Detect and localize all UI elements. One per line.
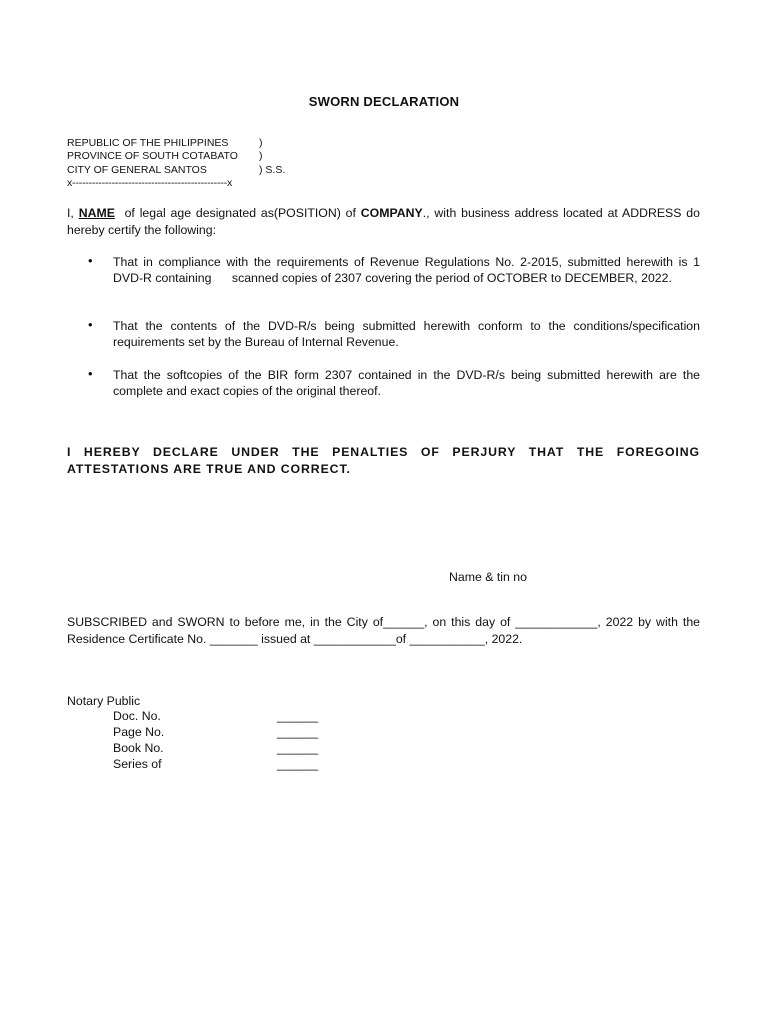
venue-row-province — [67, 150, 263, 163]
perjury-declaration — [67, 444, 700, 478]
bullet-item-1: That in compliance with the requirements of Revenue Regulations No. 2-2015, submitted herewith is 1 DVD-R containing scanned copies of 2307 covering the period of OCTOBER to DECEMBER, 2022. — [113, 255, 700, 286]
notary-heading: Notary Public — [67, 694, 141, 708]
venue-paren: ) — [259, 137, 263, 149]
jurat-paragraph: SUBSCRIBED and SWORN to before me, in the City of______, on this day of ____________, 2022 by with the Residence Certificate No. _______ issued at ____________of ___________, 2022. — [67, 615, 700, 646]
declaration-line-2: ATTESTATIONS ARE TRUE AND CORRECT. — [67, 461, 351, 476]
notary-page-label: Page No. — [113, 725, 165, 739]
venue-paren: ) — [259, 150, 263, 163]
venue-city: CITY OF GENERAL SANTOS — [67, 163, 207, 176]
notary-book-label: Book No. — [113, 741, 164, 755]
bullet-icon: • — [88, 366, 93, 381]
venue-province: PROVINCE OF SOUTH COTABATO — [67, 150, 238, 163]
venue-republic: REPUBLIC OF THE PHILIPPINES — [67, 137, 229, 149]
bullet-icon: • — [88, 317, 93, 332]
notary-series-label: Series of — [113, 757, 162, 771]
intro-prefix: I, — [67, 206, 74, 220]
bullet-icon: • — [88, 253, 93, 268]
bullet-item-3: That the softcopies of the BIR form 2307 contained in the DVD-R/s being submitted herewith are the complete and exact copies of the original thereof. — [113, 368, 700, 399]
document-title: SWORN DECLARATION — [308, 94, 460, 109]
bullet-item-2: That the contents of the DVD-R/s being submitted herewith conform to the conditions/specification requirements set by the Bureau of Internal Revenue. — [113, 319, 700, 350]
venue-row-city — [67, 163, 286, 177]
intro-company: COMPANY — [360, 206, 423, 220]
intro-name: NAME — [78, 206, 115, 220]
venue-block — [67, 137, 286, 191]
notary-doc-blank: ______ — [277, 709, 319, 723]
notary-book-blank: ______ — [277, 741, 319, 755]
venue-separator: x-----------------------------------------------x — [67, 177, 233, 190]
signature-label: Name & tin no — [449, 570, 527, 584]
notary-doc-label: Doc. No. — [113, 709, 161, 723]
venue-ss: ) S.S. — [259, 163, 286, 176]
intro-suffix: ., with business address located at ADDRESS do hereby certify the following: — [67, 206, 700, 237]
venue-row-separator — [67, 177, 238, 190]
notary-series-blank: ______ — [277, 757, 319, 771]
intro-middle: of legal age designated as(POSITION) of — [124, 206, 356, 220]
declaration-line-1: I HEREBY DECLARE UNDER THE PENALTIES OF PERJURY THAT THE FOREGOING — [67, 445, 700, 459]
venue-row-republic — [67, 137, 263, 150]
intro-paragraph — [67, 205, 700, 238]
notary-page-blank: ______ — [277, 725, 319, 739]
